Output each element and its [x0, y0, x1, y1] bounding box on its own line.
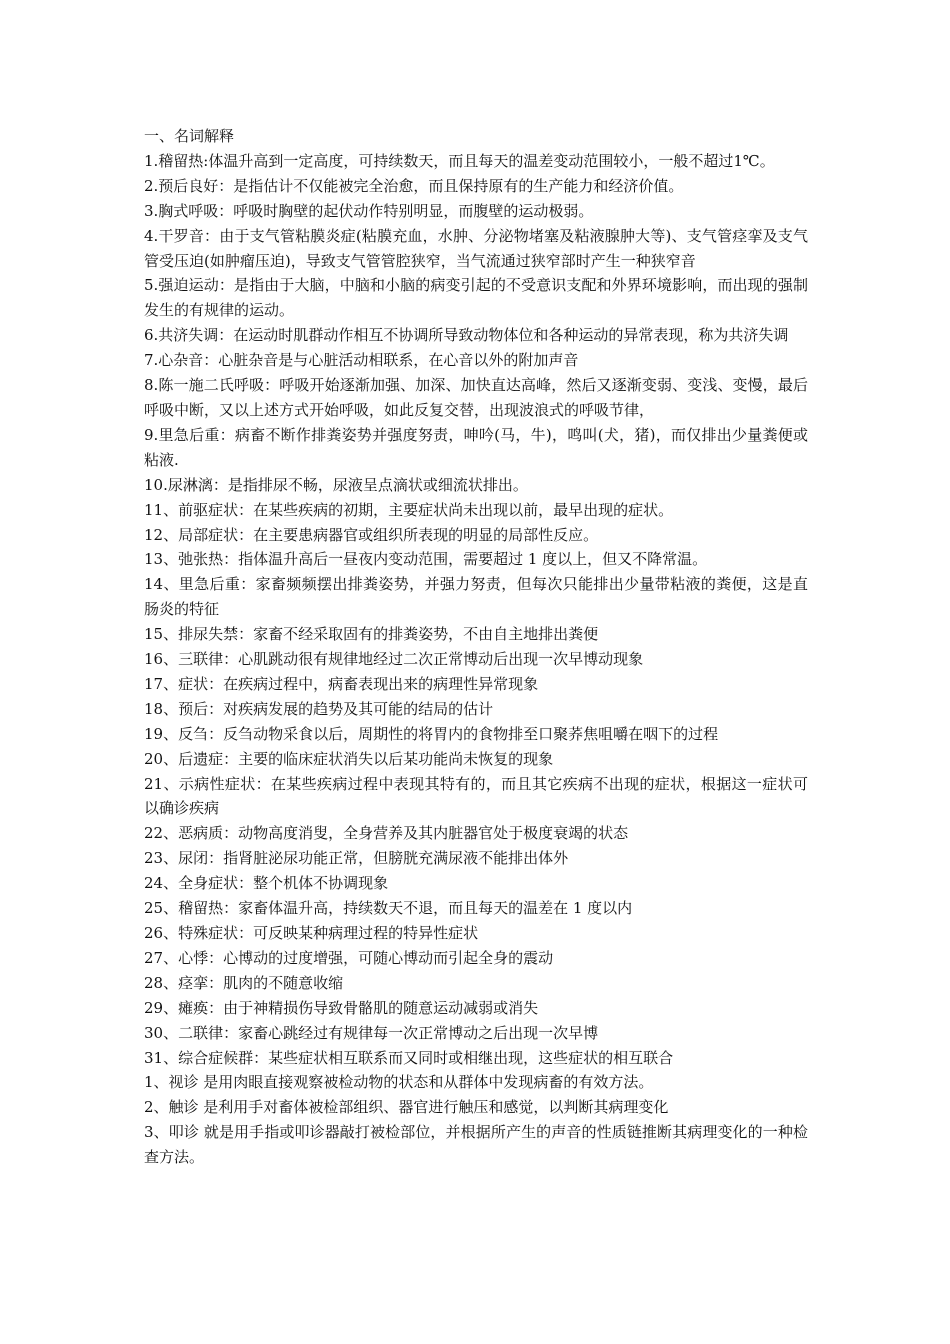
definition-paragraph: 26、特殊症状：可反映某种病理过程的特异性症状	[144, 924, 479, 942]
definition-paragraph: 21、示病性症状：在某些疾病过程中表现其特有的，而且其它疾病不出现的症状，根据这一症状可以确诊疾病	[144, 774, 808, 818]
definition-paragraph: 28、痉挛：肌肉的不随意收缩	[144, 973, 344, 992]
definition-paragraph: 2.预后良好：是指估计不仅能被完全治愈，而且保持原有的生产能力和经济价值。	[144, 176, 684, 195]
definition-paragraph: 13、弛张热：指体温升高后一昼夜内变动范围，需要超过 1 度以上，但又不降常温。	[144, 550, 708, 569]
paragraph-list	[144, 149, 808, 1170]
definition-paragraph: 6.共济失调：在运动时肌群动作相互不协调所导致动物体位和各种运动的异常表现，称为共济失调	[144, 326, 789, 345]
definition-paragraph: 3、叩诊 就是用手指或叩诊器敲打被检部位，并根据所产生的声音的性质链推断其病理变化的一种检查方法。	[144, 1123, 808, 1167]
definition-paragraph: 11、前驱症状：在某些疾病的初期，主要症状尚未出现以前，最早出现的症状。	[144, 500, 674, 519]
definition-paragraph: 16、三联律：心肌跳动很有规律地经过二次正常博动后出现一次早博动现象	[144, 650, 644, 669]
definition-paragraph: 22、恶病质：动物高度消叟，全身营养及其内脏器官处于极度衰竭的状态	[144, 824, 629, 843]
definition-paragraph: 2、触诊 是利用手对畜体被检部组织、器官进行触压和感觉，以判断其病理变化	[144, 1098, 669, 1117]
definition-paragraph: 15、排尿失禁：家畜不经采取固有的排粪姿势，不由自主地排出粪便	[144, 625, 599, 644]
definition-paragraph: 9.里急后重：病畜不断作排粪姿势并强度努责，呻吟(马，牛)，鸣叫(犬，猪)，而仅排出少量粪便或粘液.	[144, 425, 808, 469]
section-heading: 一、名词解释	[144, 127, 235, 145]
definition-paragraph: 7.心杂音：心脏杂音是与心脏活动相联系，在心音以外的附加声音	[144, 351, 579, 370]
definition-paragraph: 3.胸式呼吸：呼吸时胸壁的起伏动作特别明显，而腹壁的运动极弱。	[144, 201, 594, 220]
definition-paragraph: 14、里急后重：家畜频频摆出排粪姿势，并强力努责，但每次只能排出少量带粘液的粪便，这是直肠炎的特征	[144, 575, 808, 619]
definition-paragraph: 30、二联律：家畜心跳经过有规律每一次正常博动之后出现一次早博	[144, 1023, 599, 1042]
definition-paragraph: 18、预后：对疾病发展的趋势及其可能的结局的估计	[144, 699, 494, 718]
definition-paragraph: 1.稽留热:体温升高到一定高度，可持续数天，而且每天的温差变动范围较小，一般不超过1℃。	[144, 151, 775, 170]
definition-paragraph: 10.尿淋漓：是指排尿不畅，尿液呈点滴状或细流状排出。	[144, 475, 528, 494]
definition-paragraph: 24、全身症状：整个机体不协调现象	[144, 874, 389, 893]
definition-paragraph: 25、稽留热：家畜体温升高，持续数天不退，而且每天的温差在 1 度以内	[144, 899, 633, 918]
definition-paragraph: 19、反刍：反刍动物采食以后，周期性的将胃内的食物排至口聚荞焦咀嚼在咽下的过程	[144, 724, 719, 743]
definition-paragraph: 23、尿闭：指肾脏泌尿功能正常，但膀胱充满尿液不能排出体外	[144, 849, 569, 868]
document-body	[144, 124, 808, 1170]
definition-paragraph: 29、瘫痪：由于神精损伤导致骨骼肌的随意运动减弱或消失	[144, 998, 539, 1017]
definition-paragraph: 27、心悸：心博动的过度增强，可随心博动而引起全身的震动	[144, 948, 554, 967]
definition-paragraph: 20、后遗症：主要的临床症状消失以后某功能尚未恢复的现象	[144, 749, 554, 768]
definition-paragraph: 1、视诊 是用肉眼直接观察被检动物的状态和从群体中发现病畜的有效方法。	[144, 1073, 654, 1092]
definition-paragraph: 8.陈一施二氏呼吸：呼吸开始逐渐加强、加深、加快直达高峰，然后又逐渐变弱、变浅、变慢，最后呼吸中断，又以上述方式开始呼吸，如此反复交替，出现波浪式的呼吸节律，	[144, 376, 808, 419]
definition-paragraph: 17、症状：在疾病过程中，病畜表现出来的病理性异常现象	[144, 674, 539, 693]
definition-paragraph: 12、局部症状：在主要患病器官或组织所表现的明显的局部性反应。	[144, 525, 599, 544]
definition-paragraph: 5.强迫运动：是指由于大脑，中脑和小脑的病变引起的不受意识支配和外界环境影响，而出现的强制发生的有规律的运动。	[144, 276, 808, 320]
definition-paragraph: 4.干罗音：由于支气管粘膜炎症(粘膜充血，水肿、分泌物堵塞及粘液腺肿大等)、支气管痉挛及支气管受压迫(如肿瘤压迫)，导致支气管管腔狭窄，当气流通过狭窄部时产生一种狭窄音	[144, 226, 808, 270]
definition-paragraph: 31、综合症候群：某些症状相互联系而又同时或相继出现，这些症状的相互联合	[144, 1048, 674, 1067]
